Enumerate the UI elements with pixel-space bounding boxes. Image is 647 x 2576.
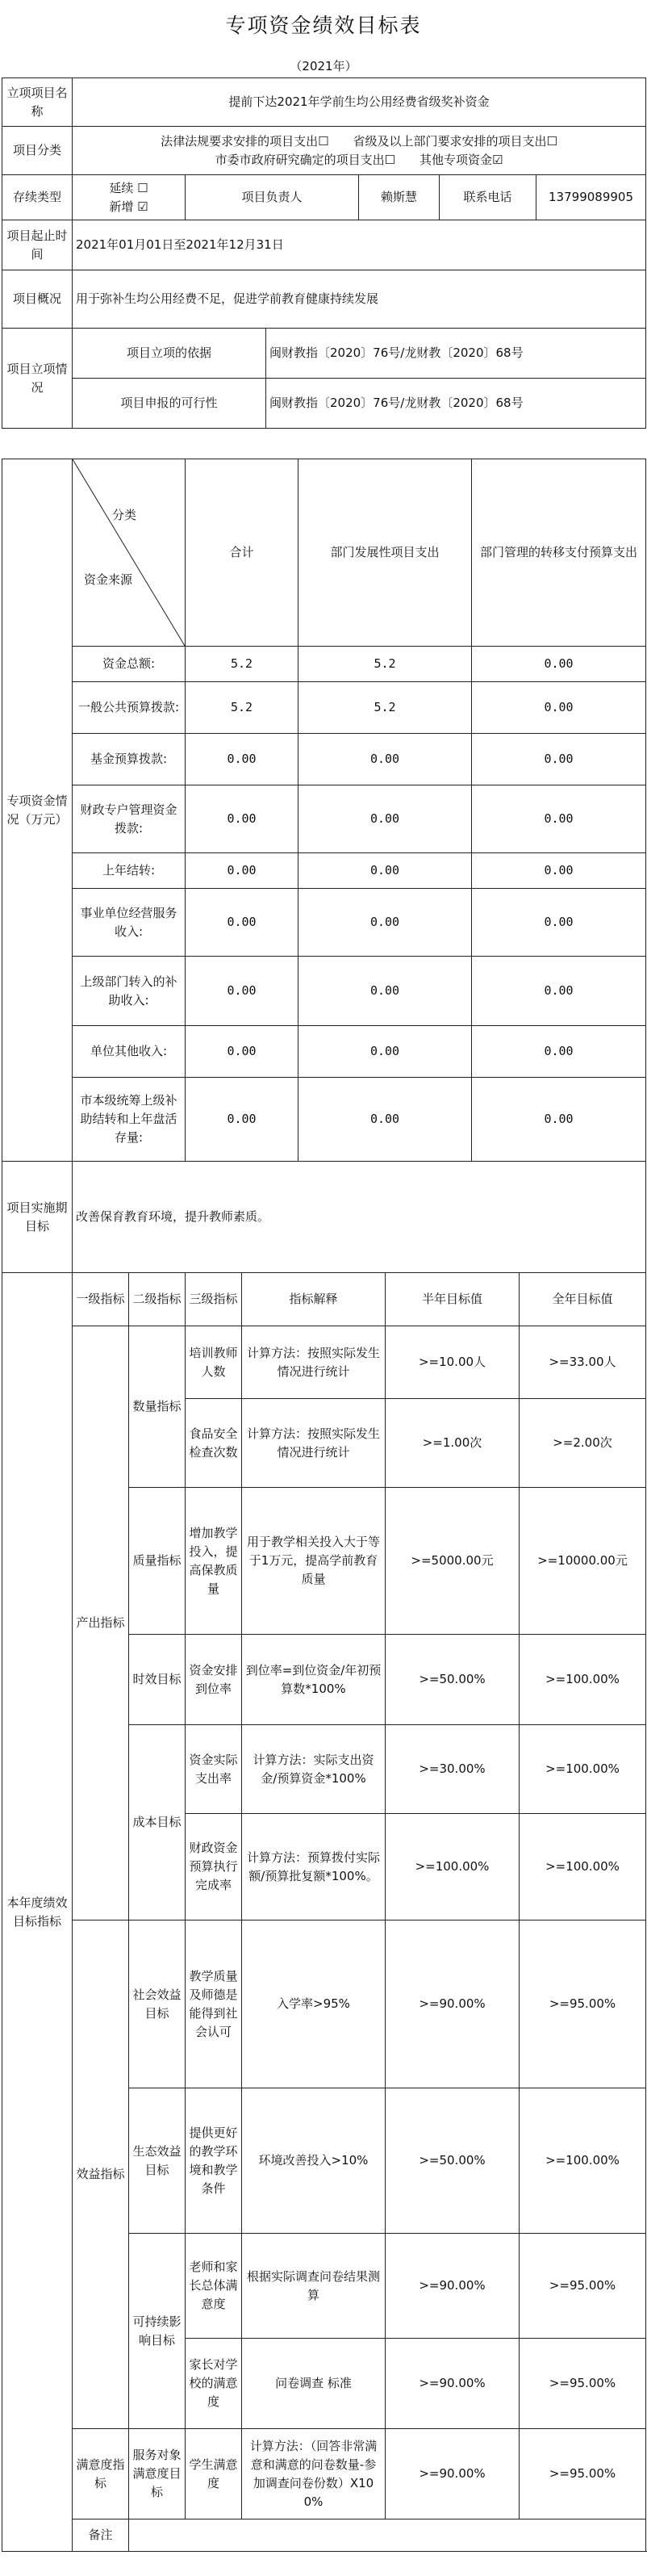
goal-row: [2, 1162, 646, 1273]
funding-row-name: 基金预算拨款:: [73, 734, 186, 785]
level1-output: 产出指标: [73, 1326, 129, 1920]
basis-row-1: [2, 329, 646, 379]
funding-row: [2, 889, 646, 957]
diag-top-label: 分类: [111, 508, 136, 522]
half-year-target: >=50.00%: [386, 2088, 520, 2234]
level3-cell: 食品安全检查次数: [186, 1399, 242, 1488]
diagonal-line: [73, 459, 185, 646]
explanation-cell: 入学率>95%: [242, 1920, 386, 2088]
existing-type-row: [2, 175, 646, 220]
indicator-header-row: [2, 1273, 646, 1326]
funding-row: [2, 1078, 646, 1162]
funding-cell: 0.00: [472, 853, 646, 889]
indicator-header: 二级指标: [129, 1273, 186, 1326]
page-title: 专项资金绩效目标表: [225, 14, 422, 37]
indicator-row: [2, 2429, 646, 2519]
year-label: （2021年）: [290, 58, 357, 73]
project-category-row: [2, 127, 646, 175]
full-year-target: >=95.00%: [520, 2339, 646, 2429]
funding-row-name: 上年结转:: [73, 853, 186, 889]
funding-cell: 0.00: [472, 785, 646, 853]
period-label: 项目起止时间: [2, 220, 73, 270]
funding-header-dev: 部门发展性项目支出: [298, 459, 472, 647]
responsible-label: 项目负责人: [186, 175, 359, 220]
level3-cell: 教学质量及师德是能得到社会认可: [186, 1920, 242, 2088]
responsible-value: 赖斯慧: [359, 175, 440, 220]
indicator-header: 半年目标值: [386, 1273, 520, 1326]
half-year-target: >=50.00%: [386, 1635, 520, 1725]
indicators-label: 本年度绩效目标指标: [2, 1273, 73, 2552]
goal-value: 改善保育教育环境，提升教师素质。: [73, 1162, 646, 1273]
indicator-header: 全年目标值: [520, 1273, 646, 1326]
full-year-target: >=100.00%: [520, 1725, 646, 1814]
level3-cell: 资金实际支出率: [186, 1725, 242, 1814]
diag-bottom-label: 资金来源: [84, 572, 133, 587]
phone-value: 13799089905: [536, 175, 646, 220]
existing-type-options: [73, 175, 186, 220]
remark-value: [129, 2519, 646, 2552]
half-year-target: >=30.00%: [386, 1725, 520, 1814]
funding-row: [2, 853, 646, 889]
indicators-table: [2, 1161, 646, 2552]
funding-row-name: 财政专户管理资金拨款:: [73, 785, 186, 853]
existing-type-label: 存续类型: [2, 175, 73, 220]
full-year-target: >=95.00%: [520, 1920, 646, 2088]
explanation-cell: 根据实际调查问卷结果测算: [242, 2234, 386, 2339]
level2-cost: 成本目标: [129, 1725, 186, 1920]
funding-header-transfer: 部门管理的转移支付预算支出: [472, 459, 646, 647]
funding-cell: 0.00: [186, 957, 298, 1026]
funding-cell: 0.00: [472, 734, 646, 785]
existing-type-new: 新增 ☑: [109, 199, 148, 214]
funding-cell: 0.00: [298, 889, 472, 957]
explanation-cell: 问卷调查 标准: [242, 2339, 386, 2429]
overview-label: 项目概况: [2, 270, 73, 329]
half-year-target: >=5000.00元: [386, 1488, 520, 1635]
funding-cell: 0.00: [472, 682, 646, 734]
full-year-target: >=100.00%: [520, 1814, 646, 1920]
explanation-cell: 计算方法：实际支出资金/预算资金*100%: [242, 1725, 386, 1814]
project-name-label: 立项项目名称: [2, 78, 73, 127]
funding-row: [2, 785, 646, 853]
level2-timeliness: 时效目标: [129, 1635, 186, 1725]
funding-cell: 0.00: [472, 1078, 646, 1162]
funding-cell: 0.00: [186, 889, 298, 957]
full-year-target: >=2.00次: [520, 1399, 646, 1488]
level3-cell: 老师和家长总体满意度: [186, 2234, 242, 2339]
funding-row-name: 单位其他收入:: [73, 1026, 186, 1078]
funding-cell: 5.2: [298, 647, 472, 682]
funding-row: [2, 734, 646, 785]
level2-social: 社会效益目标: [129, 1920, 186, 2088]
explanation-cell: 用于教学相关投入大于等于1万元，提高学前教育质量: [242, 1488, 386, 1635]
funding-cell: 0.00: [298, 853, 472, 889]
funding-cell: 0.00: [472, 1026, 646, 1078]
funding-cell: 0.00: [298, 785, 472, 853]
level2-service-satisfaction: 服务对象满意度目标: [129, 2429, 186, 2519]
funding-header-row: [2, 459, 646, 647]
level3-cell: 资金安排到位率: [186, 1635, 242, 1725]
project-name-row: [2, 78, 646, 127]
project-category-line1: 法律法规要求安排的项目支出☐ 省级及以上部门要求安排的项目支出☐: [161, 133, 557, 149]
funding-label: 专项资金情况（万元）: [2, 459, 73, 1162]
funding-diagonal-header: [73, 459, 186, 647]
level3-cell: 学生满意度: [186, 2429, 242, 2519]
full-year-target: >=100.00%: [520, 1635, 646, 1725]
level1-benefit: 效益指标: [73, 1920, 129, 2429]
funding-row: [2, 957, 646, 1026]
funding-cell: 0.00: [186, 785, 298, 853]
funding-cell: 0.00: [186, 734, 298, 785]
full-year-target: >=95.00%: [520, 2429, 646, 2519]
funding-row-name: 一般公共预算拨款:: [73, 682, 186, 734]
funding-row: [2, 682, 646, 734]
goal-label: 项目实施期目标: [2, 1162, 73, 1273]
funding-row: [2, 1026, 646, 1078]
basis-name-1: 项目立项的依据: [73, 329, 266, 379]
funding-row-name: 资金总额:: [73, 647, 186, 682]
project-category-line2: 市委市政府研究确定的项目支出☐ 其他专项资金☑: [215, 152, 503, 167]
level1-satisfaction: 满意度指标: [73, 2429, 129, 2519]
indicator-row: [2, 1920, 646, 2088]
funding-cell: 0.00: [472, 889, 646, 957]
explanation-cell: 计算方法：（回答非常满意和满意的问卷数量-参加调查问卷份数）X100%: [242, 2429, 386, 2519]
half-year-target: >=10.00人: [386, 1326, 520, 1399]
period-row: [2, 220, 646, 270]
level3-cell: 培训教师人数: [186, 1326, 242, 1399]
level3-cell: 提供更好的教学环境和教学条件: [186, 2088, 242, 2234]
level2-quantity: 数量指标: [129, 1326, 186, 1488]
half-year-target: >=90.00%: [386, 2234, 520, 2339]
basis-row-2: [2, 379, 646, 429]
overview-row: [2, 270, 646, 329]
funding-cell: 5.2: [186, 682, 298, 734]
funding-row-name: 事业单位经营服务收入:: [73, 889, 186, 957]
project-category-label: 项目分类: [2, 127, 73, 175]
half-year-target: >=90.00%: [386, 2339, 520, 2429]
funding-cell: 0.00: [186, 1078, 298, 1162]
full-year-target: >=95.00%: [520, 2234, 646, 2339]
funding-cell: 0.00: [298, 1026, 472, 1078]
half-year-target: >=100.00%: [386, 1814, 520, 1920]
half-year-target: >=1.00次: [386, 1399, 520, 1488]
full-year-target: >=10000.00元: [520, 1488, 646, 1635]
overview-value: 用于弥补生均公用经费不足，促进学前教育健康持续发展: [73, 270, 646, 329]
phone-label: 联系电话: [440, 175, 536, 220]
existing-type-continue: 延续 ☐: [109, 180, 148, 195]
level2-sustainable: 可持续影响目标: [129, 2234, 186, 2429]
funding-header-total: 合计: [186, 459, 298, 647]
funding-cell: 0.00: [472, 957, 646, 1026]
basic-info-table: [2, 77, 646, 429]
indicator-header: 指标解释: [242, 1273, 386, 1326]
basis-label: 项目立项情况: [2, 329, 73, 429]
half-year-target: >=90.00%: [386, 1920, 520, 2088]
level2-quality: 质量指标: [129, 1488, 186, 1635]
funding-cell: 0.00: [472, 647, 646, 682]
basis-value-1: 闽财教指〔2020〕76号/龙财教〔2020〕68号: [266, 329, 646, 379]
funding-cell: 0.00: [186, 853, 298, 889]
funding-table: [2, 459, 646, 1162]
project-name-value: 提前下达2021年学前生均公用经费省级奖补资金: [73, 78, 646, 127]
funding-cell: 5.2: [298, 682, 472, 734]
full-year-target: >=33.00人: [520, 1326, 646, 1399]
level3-cell: 家长对学校的满意度: [186, 2339, 242, 2429]
funding-row-name: 市本级统筹上级补助结转和上年盘活存量:: [73, 1078, 186, 1162]
explanation-cell: 到位率=到位资金/年初预算数*100%: [242, 1635, 386, 1725]
half-year-target: >=90.00%: [386, 2429, 520, 2519]
funding-cell: 0.00: [298, 1078, 472, 1162]
funding-row: [2, 647, 646, 682]
indicator-header: 三级指标: [186, 1273, 242, 1326]
full-year-target: >=100.00%: [520, 2088, 646, 2234]
funding-row-name: 上级部门转入的补助收入:: [73, 957, 186, 1026]
level2-ecological: 生态效益目标: [129, 2088, 186, 2234]
explanation-cell: 计算方法：按照实际发生情况进行统计: [242, 1399, 386, 1488]
funding-cell: 0.00: [298, 734, 472, 785]
level3-cell: 财政资金预算执行完成率: [186, 1814, 242, 1920]
funding-cell: 5.2: [186, 647, 298, 682]
basis-value-2: 闽财教指〔2020〕76号/龙财教〔2020〕68号: [266, 379, 646, 429]
indicator-header: 一级指标: [73, 1273, 129, 1326]
funding-cell: 0.00: [186, 1026, 298, 1078]
remark-row: [2, 2519, 646, 2552]
level3-cell: 增加教学投入，提高保教质量: [186, 1488, 242, 1635]
basis-name-2: 项目申报的可行性: [73, 379, 266, 429]
explanation-cell: 计算方法：按照实际发生情况进行统计: [242, 1326, 386, 1399]
funding-cell: 0.00: [298, 957, 472, 1026]
period-value: 2021年01月01日至2021年12月31日: [73, 220, 646, 270]
explanation-cell: 环境改善投入>10%: [242, 2088, 386, 2234]
explanation-cell: 计算方法：预算拨付实际额/预算批复额*100%。: [242, 1814, 386, 1920]
remark-label: 备注: [73, 2519, 129, 2552]
indicator-row: [2, 1326, 646, 1399]
project-category-options: [73, 127, 646, 175]
